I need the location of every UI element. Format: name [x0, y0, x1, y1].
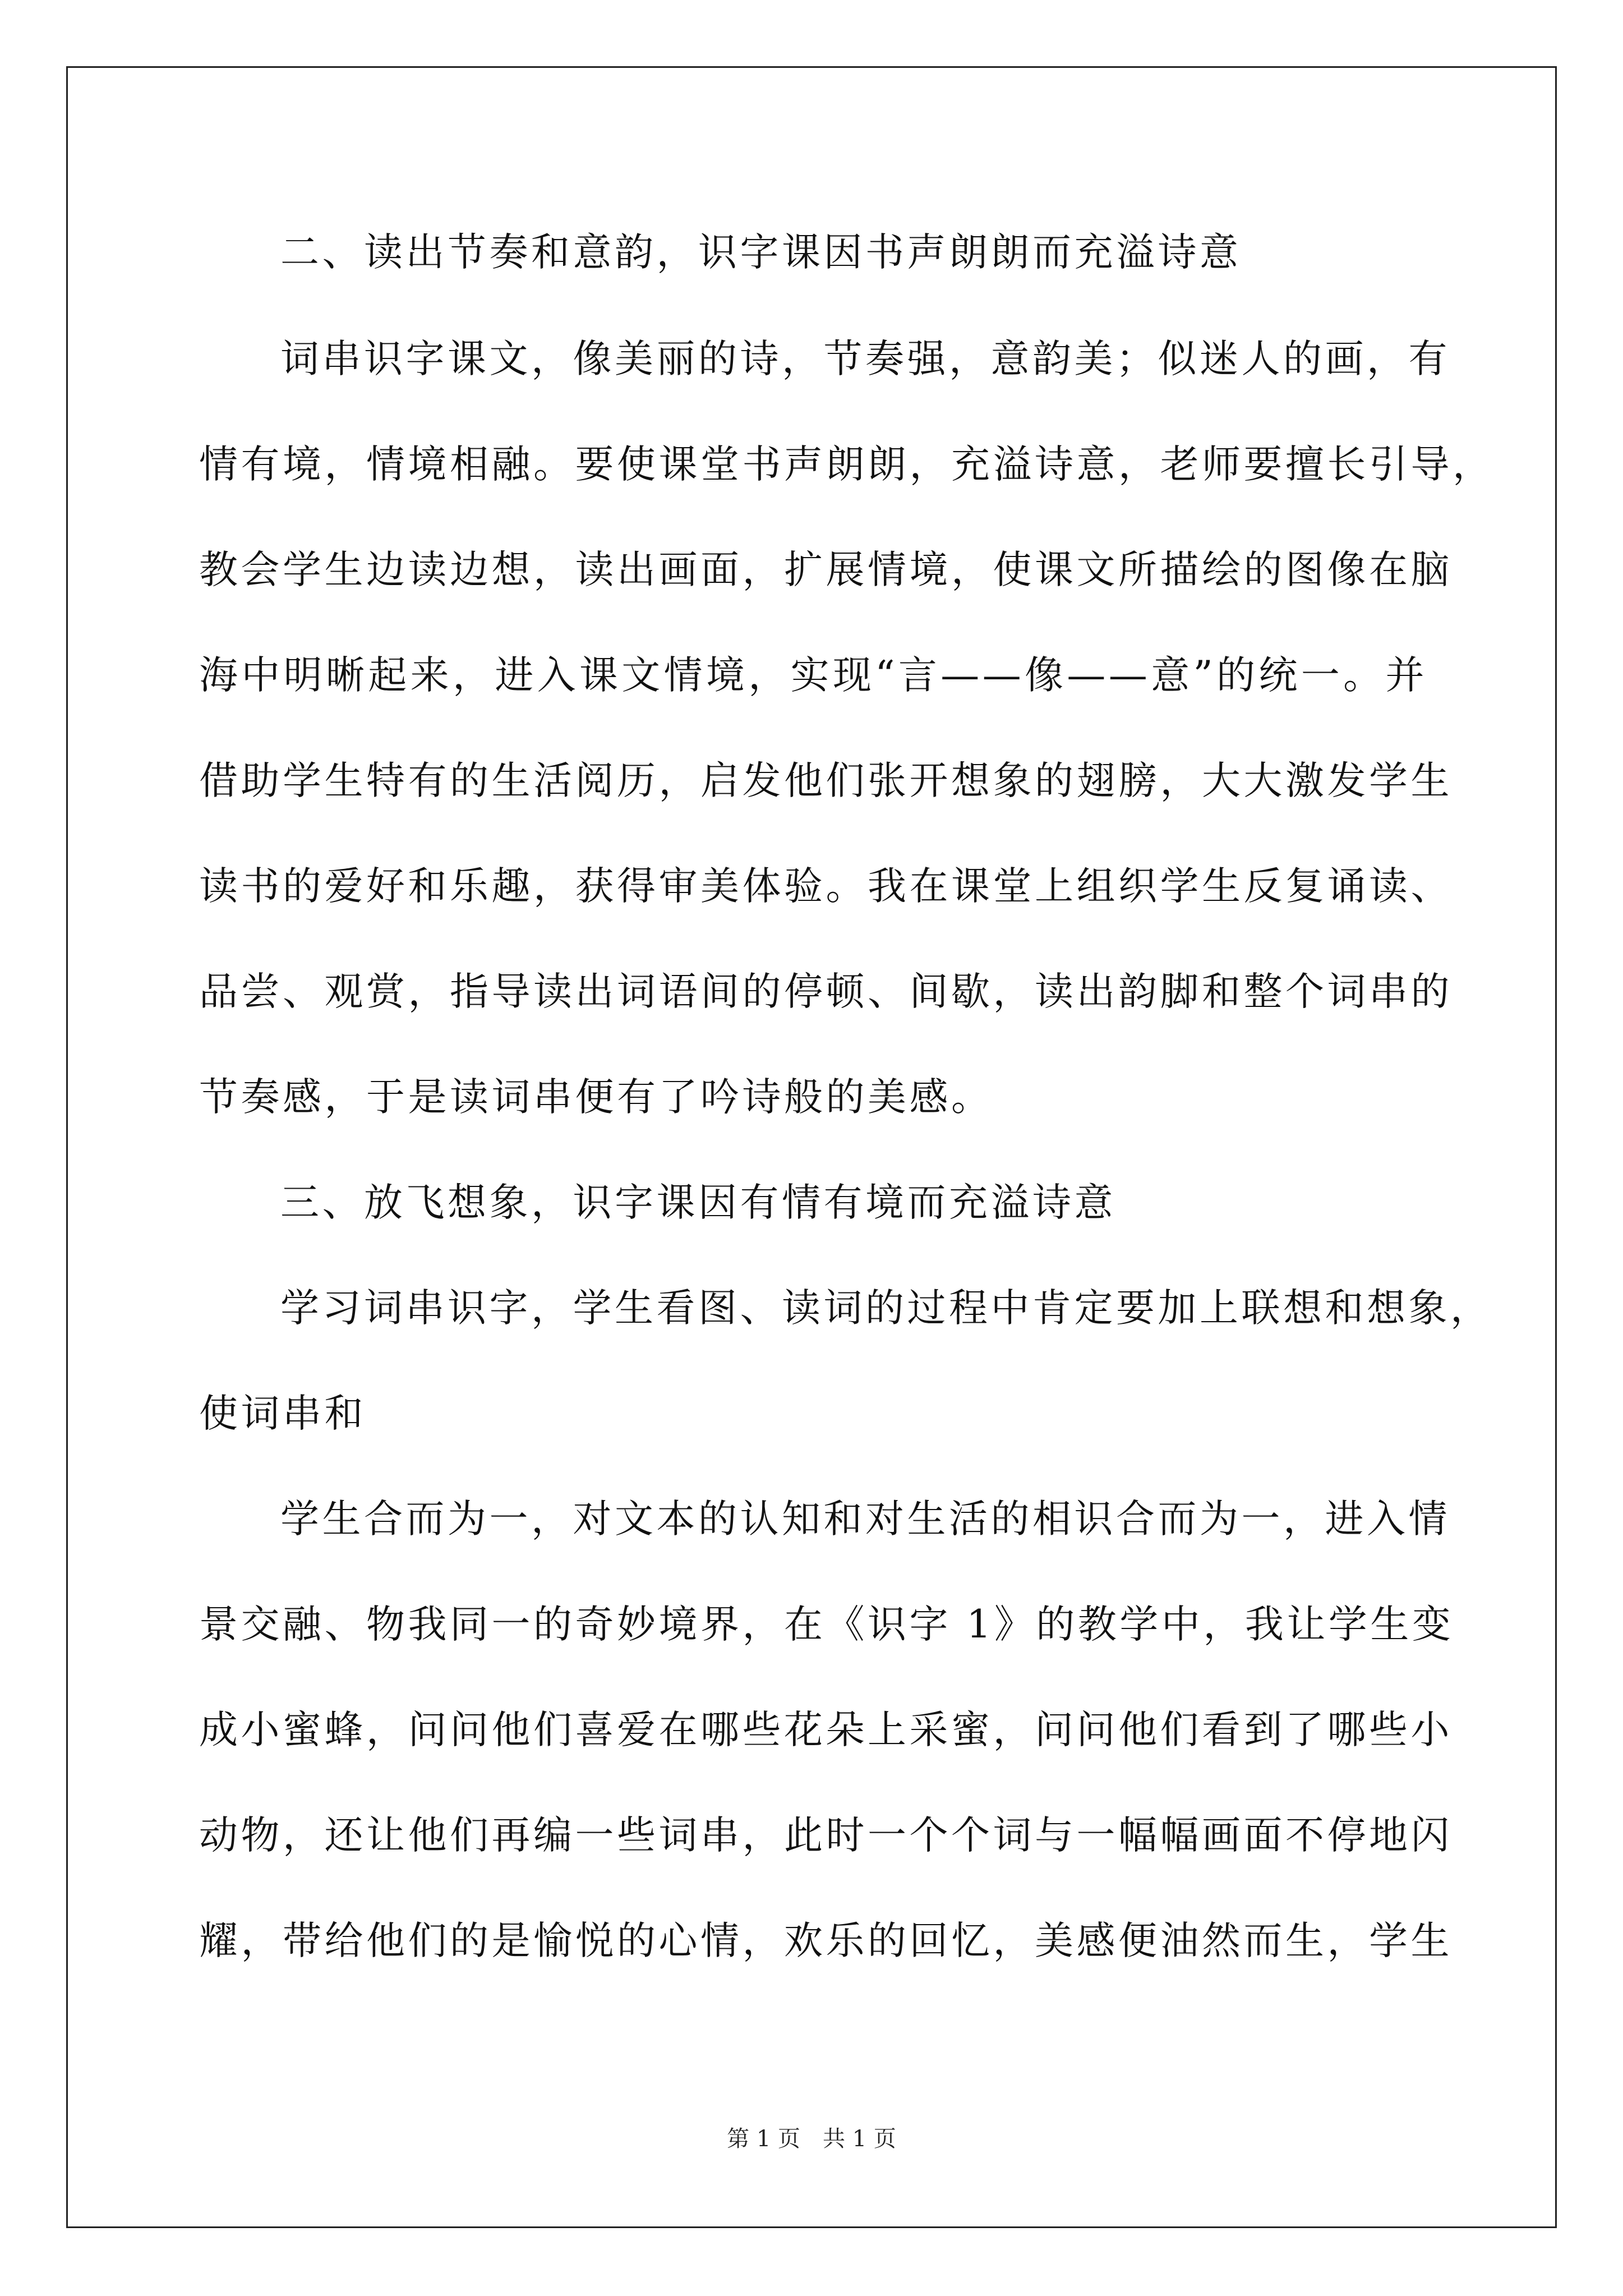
paragraph-line: 学习词串识字，学生看图、读词的过程中肯定要加上联想和想象， — [280, 1286, 1492, 1331]
paragraph-line: 学生合而为一，对文本的认知和对生活的相识合而为一，进入情 — [280, 1497, 1450, 1542]
paragraph-line: 词串识字课文，像美丽的诗，节奏强，意韵美；似迷人的画，有 — [280, 337, 1450, 381]
paragraph-line: 景交融、物我同一的奇妙境界，在《识字 1》的教学中，我让学生变 — [199, 1602, 1454, 1647]
paragraph-line: 使词串和 — [199, 1391, 366, 1436]
paragraph-line: 动物，还让他们再编一些词串，此时一个个词与一幅幅画面不停地闪 — [199, 1813, 1453, 1858]
paragraph-line: 借助学生特有的生活阅历，启发他们张开想象的翅膀，大大激发学生 — [199, 758, 1453, 803]
paragraph-line: 海中明晰起来，进入课文情境，实现“言——像——意”的统一。并 — [199, 653, 1427, 698]
section-heading-2: 二、读出节奏和意韵，识字课因书声朗朗而充溢诗意 — [280, 230, 1242, 275]
paragraph-line: 情有境，情境相融。要使课堂书声朗朗，充溢诗意，老师要擅长引导， — [199, 442, 1495, 487]
paragraph-line: 成小蜜蜂，问问他们喜爱在哪些花朵上采蜜，问问他们看到了哪些小 — [199, 1708, 1453, 1752]
paragraph-line: 教会学生边读边想，读出画面，扩展情境，使课文所描绘的图像在脑 — [199, 547, 1453, 592]
paragraph-line: 耀，带给他们的是愉悦的心情，欢乐的回忆，美感便油然而生，学生 — [199, 1918, 1453, 1963]
section-heading-3: 三、放飞想象，识字课因有情有境而充溢诗意 — [280, 1180, 1116, 1225]
page-number-footer: 第 1 页 共 1 页 — [727, 2126, 896, 2152]
paragraph-line: 品尝、观赏，指导读出词语间的停顿、间歇，读出韵脚和整个词串的 — [199, 969, 1453, 1014]
paragraph-line: 读书的爱好和乐趣，获得审美体验。我在课堂上组织学生反复诵读、 — [199, 864, 1453, 909]
paragraph-line: 节奏感，于是读词串便有了吟诗般的美感。 — [199, 1075, 993, 1120]
